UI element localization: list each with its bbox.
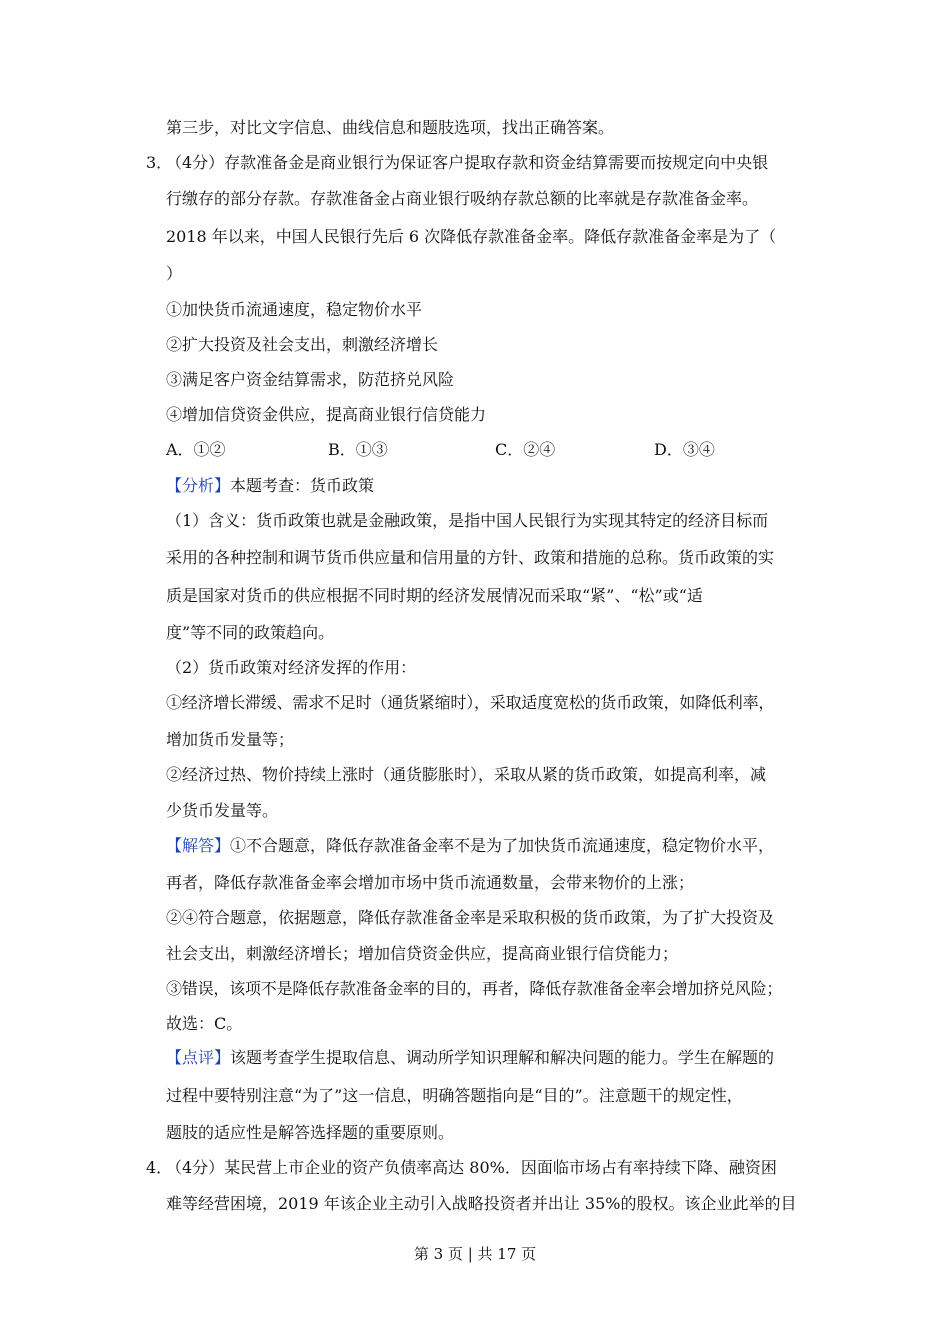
answer-head-text: ①不合题意，降低存款准备金率不是为了加快货币流通速度，稳定物价水平， (230, 836, 775, 855)
comment-header (166, 1047, 774, 1069)
analysis-line-7: 增加货币发量等； (166, 730, 295, 749)
answer-line-2: ②④符合题意，依据题意，降低存款准备金率是采取积极的货币政策，为了扩大投资及 (166, 908, 775, 927)
option-c: C．②④ (495, 440, 556, 459)
question-3-stem-line-3: 2018 年以来，中国人民银行先后 6 次降低存款准备金率。降低存款准备金率是为了（ (166, 227, 777, 246)
option-a: A．①② (166, 440, 226, 459)
option-d: D．③④ (654, 440, 715, 459)
question-3-stem-line-4: ） (166, 264, 183, 283)
comment-tag: 【点评】 (166, 1048, 231, 1067)
analysis-line-1: （1）含义：货币政策也就是金融政策，是指中国人民银行为实现其特定的经济目标而 (166, 511, 769, 530)
analysis-header (166, 475, 374, 497)
question-4-number: 4． (146, 1158, 173, 1177)
question-4-stem-line-2: 难等经营困境，2019 年该企业主动引入战略投资者并出让 35%的股权。该企业此举的目 (166, 1194, 797, 1213)
answer-line-3: 社会支出，刺激经济增长；增加信贷资金供应，提高商业银行信贷能力； (166, 944, 679, 963)
comment-head-text: 该题考查学生提取信息、调动所学知识理解和解决问题的能力。学生在解题的 (230, 1048, 775, 1067)
question-3-item-2: ②扩大投资及社会支出，刺激经济增长 (166, 335, 439, 354)
question-3-stem-line-2: 行缴存的部分存款。存款准备金占商业银行吸纳存款总额的比率就是存款准备金率。 (166, 189, 759, 208)
question-3-item-1: ①加快货币流通速度，稳定物价水平 (166, 300, 423, 319)
analysis-line-2: 采用的各种控制和调节货币供应量和信用量的方针、政策和措施的总称。货币政策的实 (166, 548, 775, 567)
page-footer: 第 3 页 | 共 17 页 (413, 1245, 537, 1263)
analysis-line-4: 度”等不同的政策趋向。 (166, 623, 335, 642)
answer-tag: 【解答】 (166, 836, 231, 855)
question-3-number: 3． (146, 153, 173, 172)
analysis-line-3: 质是国家对货币的供应根据不同时期的经济发展情况而采取“紧”、“松”或“适 (166, 586, 703, 605)
option-b: B．①③ (328, 440, 388, 459)
comment-line-1: 过程中要特别注意“为了”这一信息，明确答题指向是“目的”。注意题干的规定性， (166, 1086, 743, 1105)
analysis-line-6: ①经济增长滞缓、需求不足时（通货紧缩时），采取适度宽松的货币政策，如降低利率， (166, 693, 775, 712)
question-3-item-4: ④增加信贷资金供应，提高商业银行信贷能力 (166, 405, 487, 424)
question-4-stem-line-1: （4分）某民营上市企业的资产负债率高达 80%．因面临市场占有率持续下降、融资困 (166, 1158, 777, 1177)
question-3-item-3: ③满足客户资金结算需求，防范挤兑风险 (166, 370, 455, 389)
analysis-line-9: 少货币发量等。 (166, 801, 279, 820)
answer-header (166, 835, 774, 857)
analysis-line-8: ②经济过热、物价持续上涨时（通货膨胀时），采取从紧的货币政策，如提高利率，减 (166, 765, 767, 784)
answer-line-5: 故选：C。 (166, 1014, 243, 1033)
previous-step3-text: 第三步，对比文字信息、曲线信息和题肢选项，找出正确答案。 (166, 118, 615, 137)
question-3-stem-line-1: （4分）存款准备金是商业银行为保证客户提取存款和资金结算需要而按规定向中央银 (166, 153, 769, 172)
analysis-tag: 【分析】 (166, 476, 231, 495)
analysis-head-text: 本题考查：货币政策 (230, 476, 375, 495)
answer-line-4: ③错误，该项不是降低存款准备金率的目的，再者，降低存款准备金率会增加挤兑风险； (166, 979, 783, 998)
analysis-line-5: （2）货币政策对经济发挥的作用： (166, 658, 417, 677)
answer-line-1: 再者，降低存款准备金率会增加市场中货币流通数量，会带来物价的上涨； (166, 873, 695, 892)
comment-line-2: 题肢的适应性是解答选择题的重要原则。 (166, 1123, 455, 1142)
